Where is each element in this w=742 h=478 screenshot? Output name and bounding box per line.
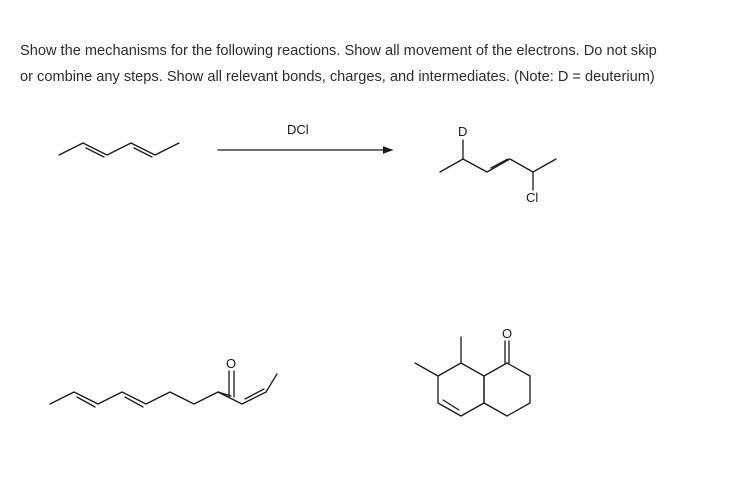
reaction-1-arrow (218, 122, 392, 150)
reaction-2-product (415, 326, 530, 416)
instructions-line-1: Show the mechanisms for the following reactions. Show all movement of the electrons. Do not skip (20, 43, 657, 59)
instructions-line-2: or combine any steps. Show all relevant bonds, charges, and intermediates. (Note: D = deuterium) (20, 69, 655, 85)
product-oxygen-label: O (502, 326, 513, 341)
deuterium-label: D (458, 124, 468, 139)
reaction-1-reactant (59, 143, 179, 157)
reaction-2-reactant (50, 356, 277, 407)
reagent-label: DCl (287, 122, 309, 137)
ketone-oxygen-label: O (226, 356, 237, 371)
chlorine-label: Cl (526, 190, 539, 205)
reaction-1-product (440, 124, 556, 205)
